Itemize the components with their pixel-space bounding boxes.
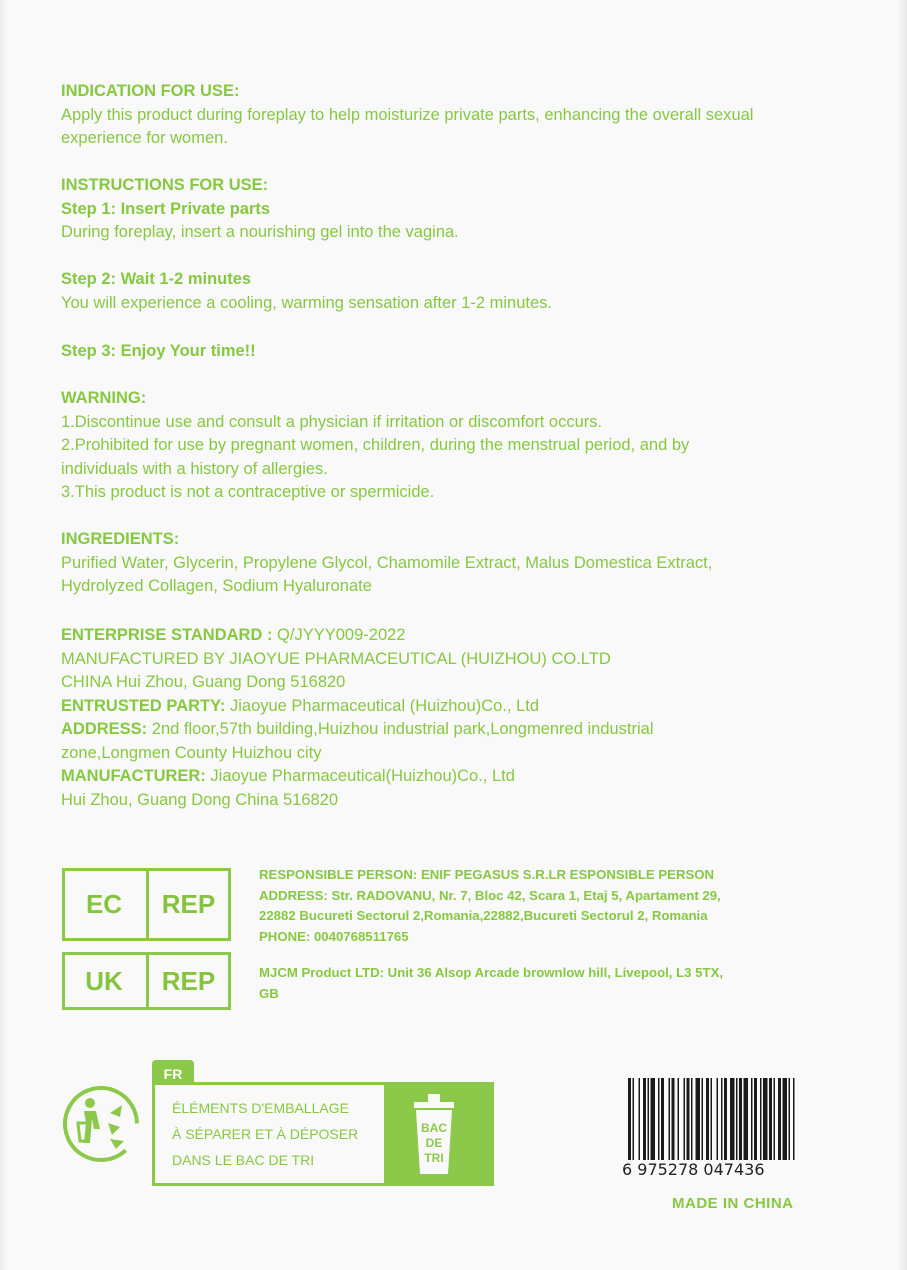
instructions-heading: INSTRUCTIONS FOR USE: xyxy=(61,176,269,194)
barcode-bar xyxy=(717,1078,719,1160)
barcode-bar xyxy=(751,1078,753,1160)
barcode-bar xyxy=(672,1078,675,1160)
indication-heading: INDICATION FOR USE: xyxy=(61,82,240,100)
barcode-bar xyxy=(643,1078,646,1160)
manufacturer-location: CHINA Hui Zhou, Guang Dong 516820 xyxy=(61,673,346,691)
barcode-bar xyxy=(658,1078,660,1160)
indication-line-1: Apply this product during foreplay to help moisturize private parts, enhancing the overall sexual xyxy=(61,105,754,124)
barcode-bar xyxy=(648,1078,650,1160)
barcode-bar xyxy=(763,1078,768,1160)
barcode-bar xyxy=(661,1078,664,1160)
ingredients-line-2: Hydrolyzed Collagen, Sodium Hyaluronate xyxy=(61,577,372,595)
ec-rep-line-4: PHONE: 0040768511765 xyxy=(259,928,409,944)
ingredients-section xyxy=(61,528,861,599)
barcode-bar xyxy=(684,1078,686,1160)
warning-heading: WARNING: xyxy=(61,389,147,407)
bin-text-1: BAC xyxy=(421,1121,447,1135)
ec-rep-line-2: ADDRESS: Str. RADOVANU, Nr. 7, Bloc 42, Scara 1, Etaj 5, Apartament 29, xyxy=(259,887,721,903)
made-in-china: MADE IN CHINA xyxy=(672,1195,794,1212)
barcode-bar xyxy=(711,1078,713,1160)
ingredients-heading: INGREDIENTS: xyxy=(61,530,180,548)
step1-text: During foreplay, insert a nourishing gel into the vagina. xyxy=(61,223,459,241)
uk-rep-line-2: GB xyxy=(259,985,279,1001)
barcode-bar xyxy=(760,1078,762,1160)
warning-item-2b: individuals with a history of allergies. xyxy=(61,459,328,478)
ingredients-line-1: Purified Water, Glycerin, Propylene Glycol, Chamomile Extract, Malus Domestica Extract, xyxy=(61,553,713,572)
instructions-section xyxy=(61,174,861,245)
warning-item-3: 3.This product is not a contraceptive or spermicide. xyxy=(61,483,435,501)
barcode-number: 6 975278 047436 xyxy=(622,1160,765,1179)
triman-line-1: ÉLÉMENTS D'EMBALLAGE xyxy=(172,1100,349,1116)
barcode-bar xyxy=(778,1078,781,1160)
barcode-bar xyxy=(736,1078,738,1160)
enterprise-standard xyxy=(61,624,861,648)
step2-text: You will experience a cooling, warming sensation after 1-2 minutes. xyxy=(61,293,552,312)
barcode-bar xyxy=(783,1078,788,1160)
enterprise-standard-label: ENTERPRISE STANDARD : xyxy=(61,626,273,644)
barcode-bar xyxy=(706,1078,709,1160)
uk-rep-left: UK xyxy=(62,952,149,1010)
warning-item-2a: 2.Prohibited for use by pregnant women, children, during the menstrual period, and by xyxy=(61,436,690,454)
uk-rep-line-1: MJCM Product LTD: Unit 36 Alsop Arcade brownlow hill, Livepool, L3 5TX, xyxy=(259,965,724,980)
manufacturer-label: MANUFACTURER: xyxy=(61,767,206,785)
barcode-bar xyxy=(793,1078,795,1160)
manufacturer-value: Jiaoyue Pharmaceutical(Huizhou)Co., Ltd xyxy=(205,767,515,785)
address-line-2: zone,Longmen County Huizhou city xyxy=(61,743,322,762)
barcode-bar xyxy=(702,1078,704,1160)
warning-section xyxy=(61,387,861,505)
indication-section xyxy=(61,80,861,151)
address-value: 2nd floor,57th building,Huizhou industrial park,Longmenred industrial xyxy=(147,720,654,738)
manufacturer-section xyxy=(61,624,861,812)
barcode-bar xyxy=(789,1078,791,1160)
sorting-bin-icon xyxy=(384,1082,494,1186)
ec-rep-symbol xyxy=(62,868,231,941)
triman-line-2: À SÉPARER ET À DÉPOSER xyxy=(172,1126,359,1142)
triman-info-text xyxy=(172,1095,392,1173)
barcode-bar xyxy=(691,1078,693,1160)
triman-recycle-icon xyxy=(60,1083,142,1165)
barcode-bar xyxy=(769,1078,772,1160)
entrusted-party-label: ENTRUSTED PARTY: xyxy=(61,696,226,715)
fr-tab: FR xyxy=(152,1060,194,1088)
manufacturer-line-2: Hui Zhou, Guang Dong China 516820 xyxy=(61,790,339,809)
ec-rep-text xyxy=(259,865,859,947)
barcode-bar xyxy=(669,1078,671,1160)
barcode-bar xyxy=(774,1078,776,1160)
barcode-bar xyxy=(730,1078,735,1160)
uk-rep-right: REP xyxy=(161,965,216,996)
bin-text-2: DE xyxy=(425,1136,443,1150)
barcode-bar xyxy=(721,1078,723,1160)
address-label: ADDRESS: xyxy=(61,720,148,738)
step1-title: Step 1: Insert Private parts xyxy=(61,199,271,218)
step2-title: Step 2: Wait 1-2 minutes xyxy=(61,270,252,288)
uk-rep-symbol xyxy=(62,952,231,1010)
entrusted-party xyxy=(61,695,861,719)
barcode-bar xyxy=(687,1078,690,1160)
ec-rep-left: EC xyxy=(62,868,149,941)
barcode-bar xyxy=(628,1078,631,1160)
barcode-bar xyxy=(724,1078,727,1160)
barcode-bar xyxy=(754,1078,757,1160)
entrusted-party-value: Jiaoyue Pharmaceutical (Huizhou)Co., Ltd xyxy=(225,696,540,715)
ec-rep-right: REP xyxy=(161,889,216,919)
warning-item-1: 1.Discontinue use and consult a physician if irritation or discomfort occurs. xyxy=(61,412,603,431)
barcode-image xyxy=(628,1078,838,1160)
barcode-bar xyxy=(696,1078,701,1160)
address xyxy=(61,718,861,742)
step3-title: Step 3: Enjoy Your time!! xyxy=(61,342,256,360)
step3-section xyxy=(61,340,861,364)
manufacturer xyxy=(61,765,861,789)
bin-text-3: TRI xyxy=(424,1151,444,1165)
step2-section xyxy=(61,268,861,315)
barcode-bar xyxy=(639,1078,641,1160)
barcode-bar xyxy=(678,1078,680,1160)
uk-rep-text xyxy=(259,963,859,1004)
indication-line-2: experience for women. xyxy=(61,129,228,147)
barcode-bar xyxy=(633,1078,635,1160)
barcode-bar xyxy=(651,1078,656,1160)
ec-rep-line-1: RESPONSIBLE PERSON: ENIF PEGASUS S.R.LR ESPONSIBLE PERSON xyxy=(259,867,715,882)
barcode-bar xyxy=(744,1078,749,1160)
ec-rep-line-3: 22882 Bucureti Sectorul 2,Romania,22882,Bucureti Sectorul 2, Romania xyxy=(259,908,708,923)
manufactured-by: MANUFACTURED BY JIAOYUE PHARMACEUTICAL (HUIZHOU) CO.LTD xyxy=(61,649,611,668)
triman-line-3: DANS LE BAC DE TRI xyxy=(172,1152,315,1168)
barcode-bar xyxy=(739,1078,742,1160)
enterprise-standard-value: Q/JYYY009-2022 xyxy=(272,626,406,644)
